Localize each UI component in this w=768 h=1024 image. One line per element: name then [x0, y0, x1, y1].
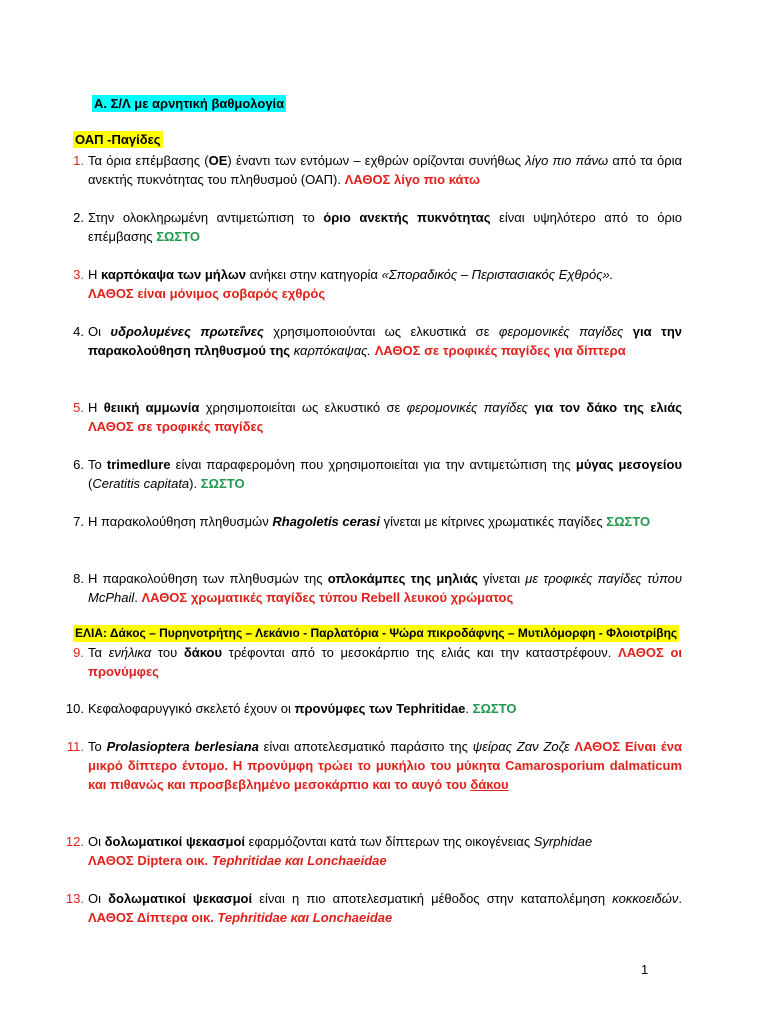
list-item	[73, 398, 682, 436]
item-text: θειική αμμωνία	[103, 400, 200, 415]
answer-wrong: ΛΑΘΟΣ είναι μόνιμος σοβαρός εχθρός	[88, 286, 326, 301]
item-text: «Σποραδικός – Περιστασιακός Εχθρός».	[381, 267, 614, 282]
item-text: Οι	[88, 834, 105, 849]
item-text: για την παρακολούθηση πληθυσμού της	[88, 324, 682, 358]
list-item	[66, 737, 683, 794]
section-title-text: Α. Σ/Λ με αρνητική βαθμολογία	[94, 96, 285, 111]
list-item	[73, 512, 682, 531]
list-item	[73, 265, 682, 303]
list-item	[65, 832, 682, 870]
item-text: τρέφονται από το μεσοκάρπιο της ελιάς και την καταστρέφουν.	[222, 645, 619, 660]
page-number: 1	[641, 962, 649, 977]
item-text: Κεφαλοφαρυγγικό σκελετό έχουν οι	[88, 701, 295, 716]
item-text: trimedlure	[106, 457, 171, 472]
item-text: Η	[88, 267, 101, 282]
item-text: Το	[88, 457, 107, 472]
answer-wrong: Tephritidae και Lonchaeidae	[217, 910, 393, 925]
item-number: 7.	[73, 514, 84, 529]
answer-wrong: ΛΑΘΟΣ λίγο πιο κάτω	[344, 172, 480, 187]
item-text: του	[151, 645, 184, 660]
item-text: ψείρας Ζαν Ζοζε	[472, 739, 570, 754]
answer-correct: ΣΩΣΤΟ	[472, 701, 517, 716]
item-text: χρησιμοποιούνται ως ελκυστικά σε	[263, 324, 499, 339]
item-text: φερομονικές παγίδες	[406, 400, 528, 415]
answer-correct: ΣΩΣΤΟ	[200, 476, 245, 491]
item-text: Τα όρια επέμβασης (	[88, 153, 209, 168]
item-number: 3.	[73, 267, 84, 282]
answer-wrong: δάκου	[470, 777, 509, 792]
item-text: .	[678, 891, 682, 906]
item-number: 11.	[66, 739, 84, 754]
item-text: Prolasioptera berlesiana	[106, 739, 259, 754]
item-number: 13.	[65, 891, 84, 906]
item-number: 12.	[65, 834, 84, 849]
item-text: Η παρακολούθηση των πληθυσμών της	[88, 571, 328, 586]
item-number: 1.	[73, 153, 84, 168]
item-text: γίνεται με κίτρινες χρωματικές παγίδες	[379, 514, 607, 529]
item-text: δάκου	[183, 645, 223, 660]
item-number: 6.	[73, 457, 84, 472]
answer-wrong: ΛΑΘΟΣ Δίπτερα οικ.	[88, 910, 218, 925]
group-title-oap-text: ΟΑΠ -Παγίδες	[75, 132, 161, 147]
item-text: Rhagoletis cerasi	[272, 514, 380, 529]
item-text: οπλοκάμπες της μηλιάς	[327, 571, 478, 586]
item-text: ).	[189, 476, 201, 491]
item-text: με τροφικές παγίδες τύπου McPhail	[88, 571, 682, 605]
item-text: είναι αποτελεσματικό παράσιτο της	[258, 739, 473, 754]
item-text: φερομονικές παγίδες	[498, 324, 624, 339]
item-text: είναι υψηλότερο από το όριο επέμβασης	[88, 210, 682, 244]
item-text: Στην ολοκληρωμένη αντιμετώπιση το	[88, 210, 324, 225]
answer-correct: ΣΩΣΤΟ	[606, 514, 651, 529]
item-number: 8.	[73, 571, 84, 586]
group-title-elia-text: ΕΛΙΑ: Δάκος – Πυρηνοτρήτης – Λεκάνιο - Παρλατόρια - Ψώρα πικροδάφνης – Μυτιλόμορφη - Φλοιοτρίβης	[75, 626, 678, 640]
item-text: γίνεται	[477, 571, 526, 586]
answer-wrong: Tephritidae και Lonchaeidae	[211, 853, 387, 868]
list-item	[73, 322, 682, 360]
item-text: .	[465, 701, 473, 716]
item-text: δολωματικοί ψεκασμοί	[104, 834, 246, 849]
item-text: είναι η πιο αποτελεσματική μέθοδος στην καταπολέμηση	[252, 891, 613, 906]
item-text: εφαρμόζονται κατά των δίπτερων της οικογένειας	[245, 834, 534, 849]
item-text: Ceratitis capitata	[92, 476, 190, 491]
list-item	[73, 208, 682, 246]
item-text: Syrphidae	[533, 834, 593, 849]
answer-wrong: ΛΑΘΟΣ σε τροφικές παγίδες	[88, 419, 264, 434]
item-text: ενήλικα	[108, 645, 152, 660]
item-text: υδρολυμένες πρωτεΐνες	[110, 324, 264, 339]
item-number: 2.	[73, 210, 84, 225]
item-text: μύγας μεσογείου	[575, 457, 683, 472]
group-title-oap	[73, 131, 163, 148]
item-text: είναι παραφερομόνη που χρησιμοποιείται για την αντιμετώπιση της	[170, 457, 576, 472]
item-text: δολωματικοί ψεκασμοί	[108, 891, 253, 906]
list-item	[73, 569, 682, 607]
item-text: για τον δάκο της ελιάς	[528, 400, 682, 415]
item-text: ΟΕ	[208, 153, 228, 168]
item-text: χρησιμοποιείται ως ελκυστικό σε	[199, 400, 407, 415]
answer-wrong: ΛΑΘΟΣ οι προνύμφες	[88, 645, 683, 679]
item-number: 4.	[73, 324, 84, 339]
item-text: προνύμφες των Tephritidae	[294, 701, 466, 716]
list-item	[73, 455, 683, 493]
item-text: Οι	[88, 891, 109, 906]
answer-wrong: ΛΑΘΟΣ Diptera οικ.	[88, 853, 212, 868]
item-text: (	[88, 476, 93, 491]
item-text: Οι	[88, 324, 111, 339]
item-text: καρπόκαψας.	[293, 343, 372, 358]
answer-wrong: ΛΑΘΟΣ σε τροφικές παγίδες για δίπτερα	[374, 343, 626, 358]
item-text: ανήκει στην κατηγορία	[246, 267, 382, 282]
answer-correct: ΣΩΣΤΟ	[156, 229, 201, 244]
item-text: ) έναντι των εντόμων – εχθρών ορίζονται συνήθως	[227, 153, 526, 168]
item-text: κοκκοειδών	[612, 891, 679, 906]
answer-wrong: ΛΑΘΟΣ Είναι ένα μικρό δίπτερο έντομο. Η προνύμφη τρώει το μυκήλιο του μύκητα Camarosporium dalmaticum και πιθανώς και προσβεβλημένο μεσοκάρπιο και το αυγό του	[88, 739, 683, 792]
list-item	[65, 699, 682, 718]
item-text: Η παρακολούθηση πληθυσμών	[88, 514, 273, 529]
item-text: Το	[88, 739, 107, 754]
list-item	[65, 889, 682, 927]
item-text: λίγο πιο πάνω	[525, 153, 609, 168]
group-title-elia	[73, 625, 679, 642]
answer-wrong: ΛΑΘΟΣ χρωματικές παγίδες τύπου Rebell λευκού χρώματος	[141, 590, 514, 605]
item-number: 5.	[73, 400, 84, 415]
item-text: .	[134, 590, 142, 605]
item-text: από τα όρια ανεκτής πυκνότητας του πληθυσμού (ΟΑΠ).	[88, 153, 682, 187]
list-item	[73, 151, 682, 189]
item-number: 10.	[65, 701, 84, 716]
section-title	[92, 95, 286, 112]
item-text: όριο ανεκτής πυκνότητας	[323, 210, 491, 225]
item-text: Η	[88, 400, 104, 415]
list-item	[73, 643, 683, 681]
item-text: Τα	[88, 645, 109, 660]
item-number: 9.	[73, 645, 84, 660]
item-text: καρπόκαψα των μήλων	[101, 267, 247, 282]
